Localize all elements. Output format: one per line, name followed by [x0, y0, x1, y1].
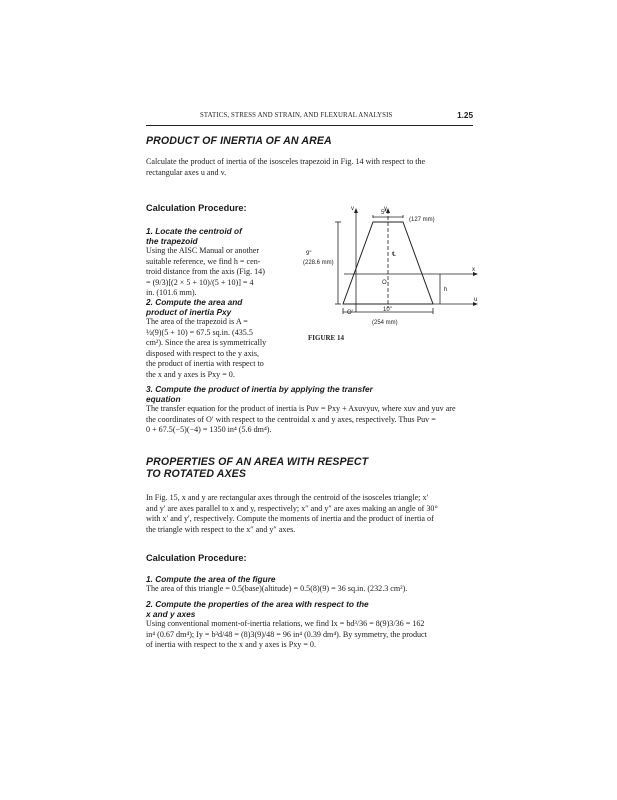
intro-line: In Fig. 15, x and y are rectangular axes through the centroid of the isosceles triangle; x′ — [146, 493, 429, 502]
step-block — [146, 574, 476, 595]
intro-line: Calculate the product of inertia of the isosceles trapezoid in Fig. 14 with respect to the — [146, 157, 426, 166]
intro-line: with x′ and y′, respectively. Compute the moments of inertia and the product of inertia of — [146, 514, 434, 524]
section-intro — [146, 493, 476, 535]
step-title: 2. Compute the area and — [146, 297, 243, 307]
dim-top: 5" — [381, 210, 387, 216]
dim-height-mm: (228.6 mm) — [303, 260, 334, 266]
step-title: the trapezoid — [146, 236, 198, 246]
step-line: in⁴ (0.67 dm⁴); Iy = b³d/48 = (8)3(9)/48 = 96 in⁴ (0.39 dm⁴). By symmetry, the product — [146, 629, 427, 639]
label-u: u — [474, 297, 478, 303]
procedure-heading: Calculation Procedure: — [146, 203, 247, 213]
step-line: The transfer equation for the product of inertia is Puv = Pxy + Axuvyuv, where xuv and yuv are — [146, 404, 456, 413]
procedure-heading: Calculation Procedure: — [146, 553, 247, 563]
section-title: TO ROTATED AXES — [146, 468, 246, 480]
label-centerline: ℄ — [392, 252, 396, 258]
figure-caption: FIGURE 14 — [308, 334, 344, 342]
step-title: 1. Compute the area of the figure — [146, 574, 276, 584]
step-line: in. (101.6 mm). — [146, 288, 197, 298]
step-block — [146, 384, 476, 436]
step-line: suitable reference, we find h = cen- — [146, 256, 261, 266]
step-block — [146, 599, 476, 651]
step-line: Using conventional moment-of-inertia relations, we find Ix = bd³/36 = 8(9)3/36 = 162 — [146, 619, 425, 628]
running-title: STATICS, STRESS AND STRAIN, AND FLEXURAL ANALYSIS — [200, 112, 393, 119]
dim-bottom: 10" — [383, 307, 392, 313]
step-line: disposed with respect to the y axis, — [146, 348, 260, 358]
step-line: The area of this triangle = 0.5(base)(altitude) = 0.5(8)(9) = 36 sq.in. (232.3 cm²). — [146, 584, 408, 593]
step-line: of inertia with respect to the x and y axes is Pxy = 0. — [146, 640, 317, 650]
step-line: The area of the trapezoid is A = — [146, 317, 248, 326]
section-intro — [146, 157, 476, 178]
label-o-prime: O′ — [347, 310, 353, 316]
step-line: = (9/3)[(2 × 5 + 10)/(5 + 10)] = 4 — [146, 277, 254, 287]
label-x: x — [472, 267, 475, 273]
header-rule — [146, 125, 473, 126]
intro-line: the triangle with respect to the x″ and y″ axes. — [146, 524, 296, 534]
step-line: the product of inertia with respect to — [146, 359, 264, 369]
label-y: y — [384, 206, 387, 212]
step-line: the x and y axes is Pxy = 0. — [146, 369, 235, 379]
label-o: O — [382, 280, 387, 286]
dim-bottom-mm: (254 mm) — [372, 320, 398, 326]
step-title: x and y axes — [146, 609, 196, 619]
step-title: equation — [146, 394, 181, 404]
intro-line: and y′ are axes parallel to x and y, respectively; x″ and y″ are axes making an angle of 30° — [146, 503, 438, 513]
intro-line: rectangular axes u and v. — [146, 167, 227, 177]
section-title: PRODUCT OF INERTIA OF AN AREA — [146, 135, 332, 147]
step-title: 2. Compute the properties of the area with respect to the — [146, 599, 369, 609]
step-line: ½(9)(5 + 10) = 67.5 sq.in. (435.5 — [146, 327, 253, 337]
label-h: h — [444, 287, 448, 293]
step-title: product of inertia Pxy — [146, 307, 232, 317]
step-line: troid distance from the axis (Fig. 14) — [146, 267, 265, 277]
step-block — [146, 226, 296, 299]
step-line: cm²). Since the area is symmetrically — [146, 338, 267, 348]
step-title: 3. Compute the product of inertia by applying the transfer — [146, 384, 373, 394]
page-number: 1.25 — [457, 111, 473, 120]
step-line: Using the AISC Manual or another — [146, 246, 260, 255]
section-title: PROPERTIES OF AN AREA WITH RESPECT — [146, 456, 369, 468]
step-block — [146, 297, 296, 381]
label-v: v — [351, 206, 354, 212]
dim-height: 9" — [306, 251, 312, 257]
step-title: 1. Locate the centroid of — [146, 226, 242, 236]
figure-14 — [300, 200, 480, 345]
section-title-block — [146, 456, 368, 480]
dim-top-mm: (127 mm) — [409, 217, 435, 223]
step-line: the coordinates of O′ with respect to the centroidal x and y axes, respectively. Thus Puv = — [146, 414, 436, 424]
step-line: 0 + 67.5(−5)(−4) = 1350 in⁴ (5.6 dm⁴). — [146, 425, 272, 435]
running-header — [146, 112, 473, 124]
